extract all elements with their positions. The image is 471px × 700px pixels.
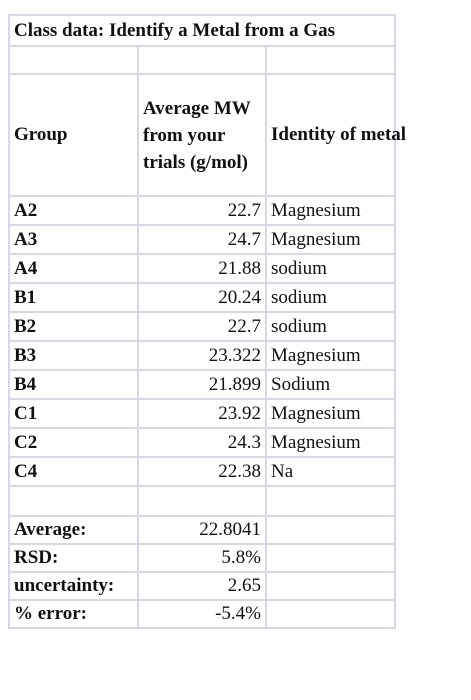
empty-cell <box>266 572 395 600</box>
empty-cell <box>266 46 395 74</box>
metal-cell: Magnesium <box>266 399 395 428</box>
group-cell: A2 <box>9 196 138 225</box>
empty-cell <box>266 600 395 628</box>
empty-cell <box>9 46 138 74</box>
empty-cell <box>138 46 266 74</box>
stat-label: % error: <box>9 600 138 628</box>
table-row <box>9 428 395 457</box>
stat-value: 2.65 <box>138 572 266 600</box>
group-cell: B1 <box>9 283 138 312</box>
mw-cell: 23.322 <box>138 341 266 370</box>
blank-row <box>9 486 395 516</box>
empty-cell <box>138 486 266 516</box>
group-cell: C2 <box>9 428 138 457</box>
group-cell: C1 <box>9 399 138 428</box>
title-row <box>9 15 395 46</box>
mw-cell: 22.7 <box>138 312 266 341</box>
empty-cell <box>266 486 395 516</box>
mw-cell: 20.24 <box>138 283 266 312</box>
metal-cell: Na <box>266 457 395 486</box>
avg-mw-header: Average MW from your trials (g/mol) <box>138 74 266 196</box>
group-cell: B4 <box>9 370 138 399</box>
header-row <box>9 74 395 196</box>
metal-cell: sodium <box>266 283 395 312</box>
mw-cell: 24.7 <box>138 225 266 254</box>
stat-row <box>9 600 395 628</box>
metal-cell: Magnesium <box>266 428 395 457</box>
group-cell: B3 <box>9 341 138 370</box>
mw-cell: 23.92 <box>138 399 266 428</box>
table-title: Class data: Identify a Metal from a Gas <box>9 15 395 46</box>
empty-cell <box>266 544 395 572</box>
stat-label: Average: <box>9 516 138 544</box>
stat-value: 5.8% <box>138 544 266 572</box>
metal-cell: Sodium <box>266 370 395 399</box>
blank-row <box>9 46 395 74</box>
table-row <box>9 341 395 370</box>
group-cell: C4 <box>9 457 138 486</box>
mw-cell: 22.38 <box>138 457 266 486</box>
table-row <box>9 399 395 428</box>
table-row <box>9 225 395 254</box>
table-row <box>9 312 395 341</box>
empty-cell <box>9 486 138 516</box>
identity-header: Identity of metal <box>266 74 395 196</box>
stat-row <box>9 516 395 544</box>
stat-value: 22.8041 <box>138 516 266 544</box>
table-row <box>9 254 395 283</box>
metal-cell: Magnesium <box>266 225 395 254</box>
mw-cell: 24.3 <box>138 428 266 457</box>
mw-cell: 22.7 <box>138 196 266 225</box>
metal-cell: Magnesium <box>266 341 395 370</box>
stat-label: RSD: <box>9 544 138 572</box>
empty-cell <box>266 516 395 544</box>
table-row <box>9 370 395 399</box>
group-cell: B2 <box>9 312 138 341</box>
metal-cell: sodium <box>266 254 395 283</box>
table-row <box>9 283 395 312</box>
mw-cell: 21.899 <box>138 370 266 399</box>
class-data-table <box>8 14 407 629</box>
metal-cell: sodium <box>266 312 395 341</box>
group-cell: A3 <box>9 225 138 254</box>
table-row <box>9 196 395 225</box>
metal-cell: Magnesium <box>266 196 395 225</box>
group-header: Group <box>9 74 138 196</box>
table-row <box>9 457 395 486</box>
stat-row <box>9 572 395 600</box>
group-cell: A4 <box>9 254 138 283</box>
mw-cell: 21.88 <box>138 254 266 283</box>
stat-label: uncertainty: <box>9 572 138 600</box>
stat-value: -5.4% <box>138 600 266 628</box>
stat-row <box>9 544 395 572</box>
